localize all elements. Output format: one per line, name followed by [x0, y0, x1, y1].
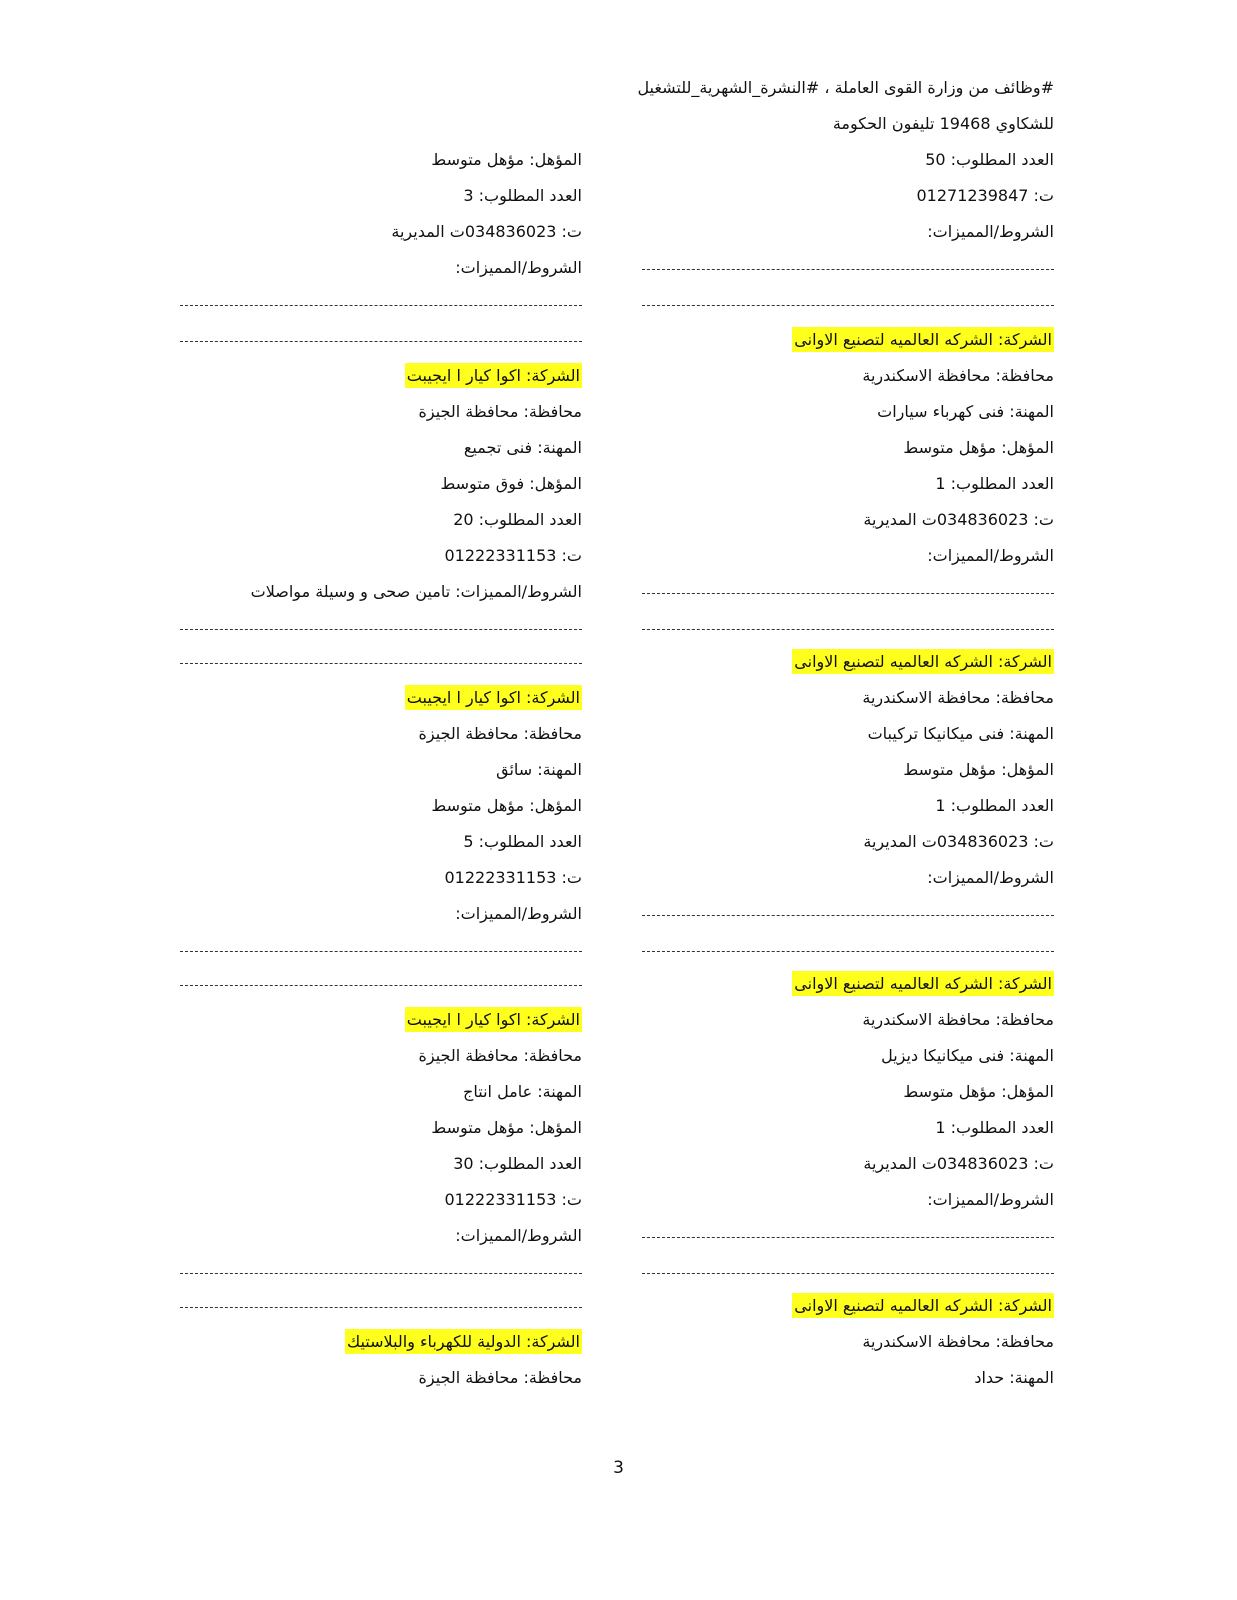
listing-governorate: محافظة: محافظة الاسكندرية: [862, 366, 1054, 385]
listing-conditions: الشروط/المميزات:: [927, 222, 1054, 241]
listing-qualification: المؤهل: مؤهل متوسط: [431, 796, 582, 815]
listing-count: العدد المطلوب: 1: [935, 796, 1054, 815]
listing-count: العدد المطلوب: 50: [925, 150, 1054, 169]
company-highlight: الشركة: اكوا كيار ا ايجيبت: [405, 363, 582, 388]
listing-company: [178, 358, 582, 394]
listing-profession: المهنة: فنى ميكانيكا تركيبات: [867, 724, 1054, 743]
listing-company: [178, 1324, 582, 1360]
listing-count: العدد المطلوب: 1: [935, 474, 1054, 493]
listing-phone: ت: 01271239847: [916, 186, 1054, 205]
listing-qualification: المؤهل: مؤهل متوسط: [903, 1082, 1054, 1101]
listing-qualification: المؤهل: مؤهل متوسط: [903, 438, 1054, 457]
separator: [178, 932, 582, 968]
listing-company: [178, 1002, 582, 1038]
listing-profession: المهنة: فنى تجميع: [463, 438, 582, 457]
listing-conditions: الشروط/المميزات:: [455, 904, 582, 923]
page-number: 3: [613, 1458, 624, 1478]
listing-governorate: محافظة: محافظة الجيزة: [418, 724, 582, 743]
listing-company: [640, 644, 1054, 680]
company-highlight: الشركة: الشركه العالميه لتصنيع الاوانى: [792, 649, 1054, 674]
separator: [640, 896, 1054, 932]
listing-conditions: الشروط/المميزات:: [927, 1190, 1054, 1209]
listing-phone: ت: 01222331153: [444, 1190, 582, 1209]
separator: [640, 286, 1054, 322]
listing-profession: المهنة: عامل انتاج: [463, 1082, 582, 1101]
listing-profession: المهنة: سائق: [496, 760, 582, 779]
separator: [178, 1288, 582, 1324]
header-hashtags: #وظائف من وزارة القوى العاملة ، #النشرة_الشهرية_للتشغيل: [637, 78, 1054, 97]
separator: [640, 250, 1054, 286]
separator: [178, 322, 582, 358]
listing-count: العدد المطلوب: 3: [463, 186, 582, 205]
company-highlight: الشركة: الشركه العالميه لتصنيع الاوانى: [792, 971, 1054, 996]
listing-profession: المهنة: فنى كهرباء سيارات: [877, 402, 1054, 421]
separator: [178, 610, 582, 646]
company-highlight: الشركة: اكوا كيار ا ايجيبت: [405, 1007, 582, 1032]
separator: [640, 932, 1054, 968]
company-highlight: الشركة: الشركه العالميه لتصنيع الاوانى: [792, 1293, 1054, 1318]
listing-phone: ت: 034836023ت المديرية: [863, 832, 1054, 851]
listing-phone: ت: 034836023ت المديرية: [391, 222, 582, 241]
listing-company: [640, 966, 1054, 1002]
separator: [178, 966, 582, 1002]
listing-governorate: محافظة: محافظة الجيزة: [418, 1368, 582, 1387]
listing-qualification: المؤهل: مؤهل متوسط: [431, 150, 582, 169]
listing-phone: ت: 034836023ت المديرية: [863, 1154, 1054, 1173]
listing-qualification: المؤهل: مؤهل متوسط: [431, 1118, 582, 1137]
listing-count: العدد المطلوب: 1: [935, 1118, 1054, 1137]
listing-company: [178, 680, 582, 716]
listing-governorate: محافظة: محافظة الاسكندرية: [862, 688, 1054, 707]
listing-conditions: الشروط/المميزات:: [455, 258, 582, 277]
listing-conditions: الشروط/المميزات:: [927, 546, 1054, 565]
separator: [178, 286, 582, 322]
separator: [178, 1254, 582, 1290]
separator: [640, 574, 1054, 610]
listing-count: العدد المطلوب: 5: [463, 832, 582, 851]
separator: [640, 1218, 1054, 1254]
listing-governorate: محافظة: محافظة الجيزة: [418, 1046, 582, 1065]
listing-company: [640, 322, 1054, 358]
listing-conditions: الشروط/المميزات:: [455, 1226, 582, 1245]
listing-governorate: محافظة: محافظة الجيزة: [418, 402, 582, 421]
listing-count: العدد المطلوب: 20: [453, 510, 582, 529]
company-highlight: الشركة: اكوا كيار ا ايجيبت: [405, 685, 582, 710]
listing-company: [640, 1288, 1054, 1324]
listing-conditions: الشروط/المميزات: تامين صحى و وسيلة مواصلات: [250, 582, 582, 601]
listing-profession: المهنة: حداد: [974, 1368, 1054, 1387]
listing-phone: ت: 01222331153: [444, 868, 582, 887]
listing-profession: المهنة: فنى ميكانيكا ديزيل: [881, 1046, 1054, 1065]
listing-governorate: محافظة: محافظة الاسكندرية: [862, 1332, 1054, 1351]
listing-qualification: المؤهل: فوق متوسط: [440, 474, 582, 493]
separator: [178, 644, 582, 680]
company-highlight: الشركة: الشركه العالميه لتصنيع الاوانى: [792, 327, 1054, 352]
separator: [640, 1254, 1054, 1290]
listing-phone: ت: 01222331153: [444, 546, 582, 565]
listing-conditions: الشروط/المميزات:: [927, 868, 1054, 887]
listing-governorate: محافظة: محافظة الاسكندرية: [862, 1010, 1054, 1029]
listing-phone: ت: 034836023ت المديرية: [863, 510, 1054, 529]
company-highlight: الشركة: الدولية للكهرباء والبلاستيك: [345, 1329, 582, 1354]
header-complaints: للشكاوي 19468 تليفون الحكومة: [832, 114, 1054, 133]
listing-qualification: المؤهل: مؤهل متوسط: [903, 760, 1054, 779]
separator: [640, 610, 1054, 646]
listing-count: العدد المطلوب: 30: [453, 1154, 582, 1173]
